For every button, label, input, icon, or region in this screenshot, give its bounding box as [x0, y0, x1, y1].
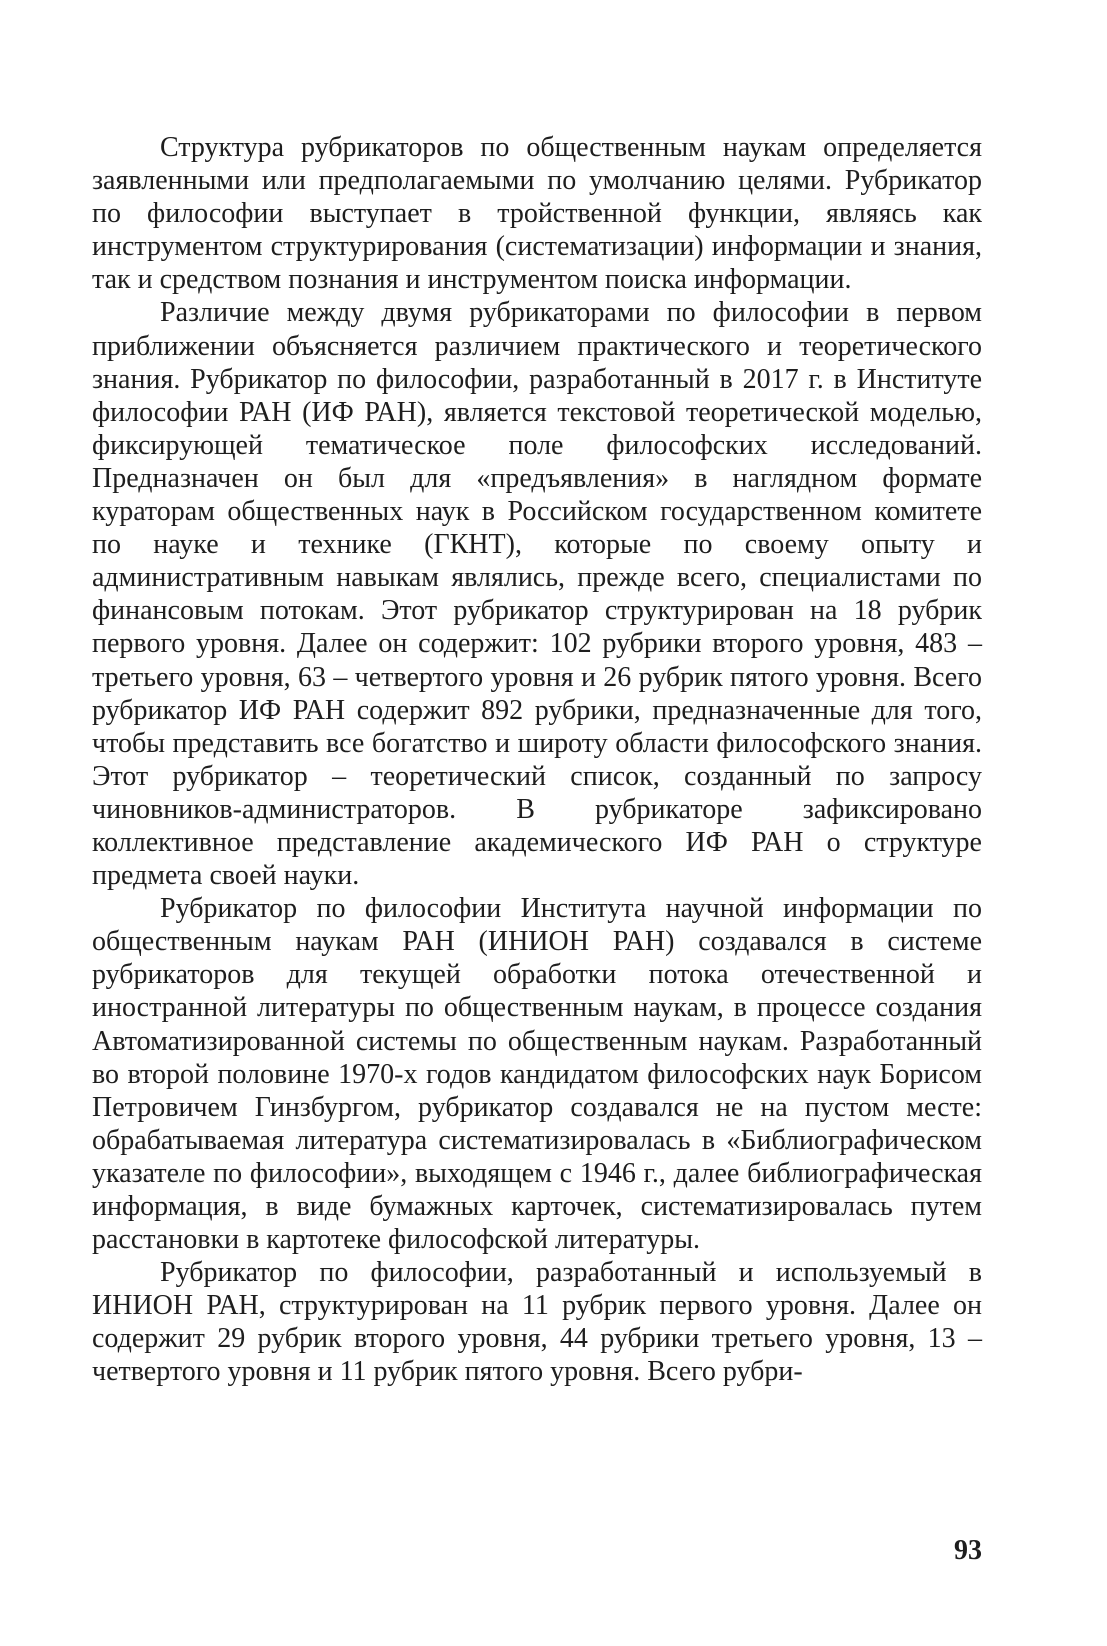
paragraph-rubricator-structure: Структура рубрикаторов по общественным наукам определяется заявленными или предполагаемыми по умолчанию целями. Рубрикатор по философии выступает в тройственной функции, являясь как инструментом структурирования (систематизации) информации и знания, так и средством познания и инструментом поиска информации. [92, 132, 982, 296]
paragraph-inion-rubricator-structure: Рубрикатор по философии, разработанный и используемый в ИНИОН РАН, структурирован на 11 рубрик первого уровня. Далее он содержит 29 рубрик второго уровня, 44 рубрики третьего уровня, 13 – четвертого уровня и 11 рубрик пятого уровня. Всего рубри- [92, 1257, 982, 1388]
paragraph-inion-rubricator-history: Рубрикатор по философии Института научной информации по общественным наукам РАН (ИНИОН РАН) создавался в системе рубрикаторов для текущей обработки потока отечественной и иностранной литературы по общественным наукам, в процессе создания Автоматизированной системы по общественным наукам. Разработанный во второй половине 1970-х годов кандидатом философских наук Борисом Петровичем Гинзбургом, рубрикатор создавался не на пустом месте: обрабатываемая литература систематизировалась в «Библиографическом указателе по философии», выходящем с 1946 г., далее библиографическая информация, в виде бумажных карточек, систематизировалась путем расстановки в картотеке философской литературы. [92, 893, 982, 1256]
body-text [92, 131, 982, 1389]
page-number: 93 [954, 1535, 982, 1566]
paragraph-two-rubricators-difference: Различие между двумя рубрикаторами по философии в первом приближении объясняется различием практического и теоретического знания. Рубрикатор по философии, разработанный в 2017 г. в Институте философии РАН (ИФ РАН), является текстовой теоретической моделью, фиксирующей тематическое поле философских исследований. Предназначен он был для «предъявления» в наглядном формате кураторам общественных наук в Российском государственном комитете по науке и технике (ГКНТ), которые по своему опыту и административным навыкам являлись, прежде всего, специалистами по финансовым потокам. Этот рубрикатор структурирован на 18 рубрик первого уровня. Далее он содержит: 102 рубрики второго уровня, 483 – третьего уровня, 63 – четвертого уровня и 26 рубрик пятого уровня. Всего рубрикатор ИФ РАН содержит 892 рубрики, предназначенные для того, чтобы представить все богатство и широту области философского знания. Этот рубрикатор – теоретический список, созданный по запросу чиновников-администраторов. В рубрикаторе зафиксировано коллективное представление академического ИФ РАН о структуре предмета своей науки. [92, 297, 982, 892]
